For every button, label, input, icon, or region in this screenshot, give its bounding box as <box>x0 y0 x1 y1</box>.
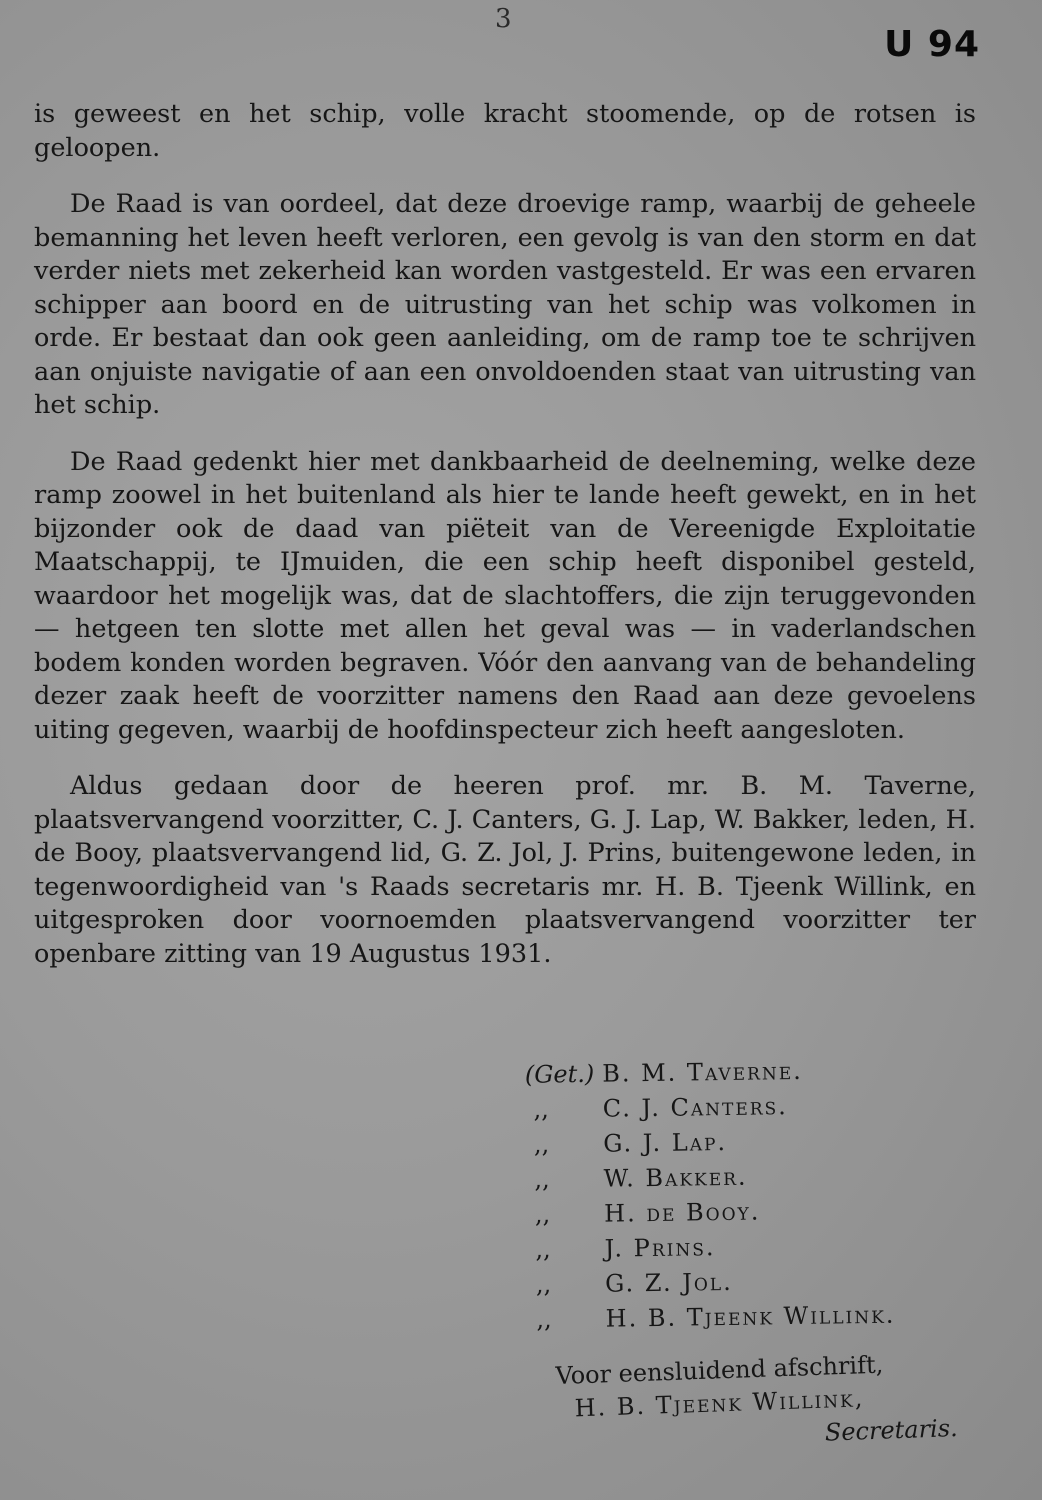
paragraph-judgement: De Raad is van oordeel, dat deze droevige ramp, waarbij de geheele bemanning het leven heeft verloren, een gevolg is van den storm en dat verder niets met zekerheid kan worden vastgesteld. Er was een ervaren schipper aan boord en de uitrusting van het schip was volkomen in orde. Er bestaat dan ook geen aanleiding, om de ramp toe te schrijven aan onjuiste navigatie of aan een onvoldoenden staat van uitrusting van het schip. <box>34 189 976 420</box>
ditto-mark: ,, <box>535 1270 552 1299</box>
signature-name: C. J. Canters. <box>602 1092 789 1123</box>
ditto-mark: ,, <box>535 1235 551 1264</box>
certification-name: H. B. Tjeenk Willink, <box>574 1384 865 1423</box>
paragraph-continuation: is geweest en het schip, volle kracht stoomende, op de rotsen is geloopen. <box>34 99 976 163</box>
ditto-mark: ,, <box>533 1130 550 1159</box>
page-number: 3 <box>495 4 512 34</box>
ditto-mark: ,, <box>536 1305 552 1334</box>
ditto-mark: ,, <box>534 1165 550 1194</box>
certification-block <box>555 1345 978 1459</box>
signature-name: H. B. Tjeenk Willink. <box>605 1300 896 1333</box>
body-text <box>34 98 976 994</box>
signature-row <box>511 1296 991 1338</box>
ditto-mark: ,, <box>533 1095 549 1124</box>
signature-name: J. Prins. <box>604 1233 716 1263</box>
signature-block <box>508 1051 992 1338</box>
paragraph-closing: Aldus gedaan door de heeren prof. mr. B. M. Taverne, plaatsvervangend voorzitter, C. J. Canters, G. J. Lap, W. Bakker, leden, H. de Booy, plaatsvervangend lid, G. Z. Jol, J. Prins, buitengewone leden, in tegenwoordigheid van 's Raads secretaris mr. H. B. Tjeenk Willink, en uitgesproken door voornoemden plaatsvervangend voorzitter ter openbare zitting van 19 Augustus 1931. <box>34 771 976 969</box>
signature-name: B. M. Taverne. <box>602 1056 803 1088</box>
document-code: U 94 <box>884 24 980 65</box>
signature-name: G. J. Lap. <box>603 1127 728 1158</box>
paragraph-remembrance: De Raad gedenkt hier met dankbaarheid de deelneming, welke deze ramp zoowel in het buitenland als hier te lande heeft gewekt, en in het bijzonder ook de daad van piëteit van de Vereenigde Exploitatie Maatschappij, te IJmuiden, die een schip heeft disponibel gesteld, waardoor het mogelijk was, dat de slachtoffers, die zijn teruggevonden — hetgeen ten slotte met allen het geval was — in vaderlandschen bodem konden worden begraven. Vóór den aanvang van de behandeling dezer zaak heeft de voorzitter namens den Raad aan deze gevoelens uiting gegeven, waarbij de hoofdinspecteur zich heeft aangesloten. <box>34 446 976 745</box>
signature-name: W. Bakker. <box>603 1162 748 1193</box>
ditto-mark: ,, <box>534 1200 551 1229</box>
signature-prefix: (Get.) <box>524 1059 595 1089</box>
signature-name: H. de Booy. <box>603 1197 761 1228</box>
signature-name: G. Z. Jol. <box>604 1267 733 1298</box>
certification-title: Secretaris. <box>824 1413 959 1447</box>
certification-statement: Voor eensluidend afschrift, <box>555 1350 884 1390</box>
